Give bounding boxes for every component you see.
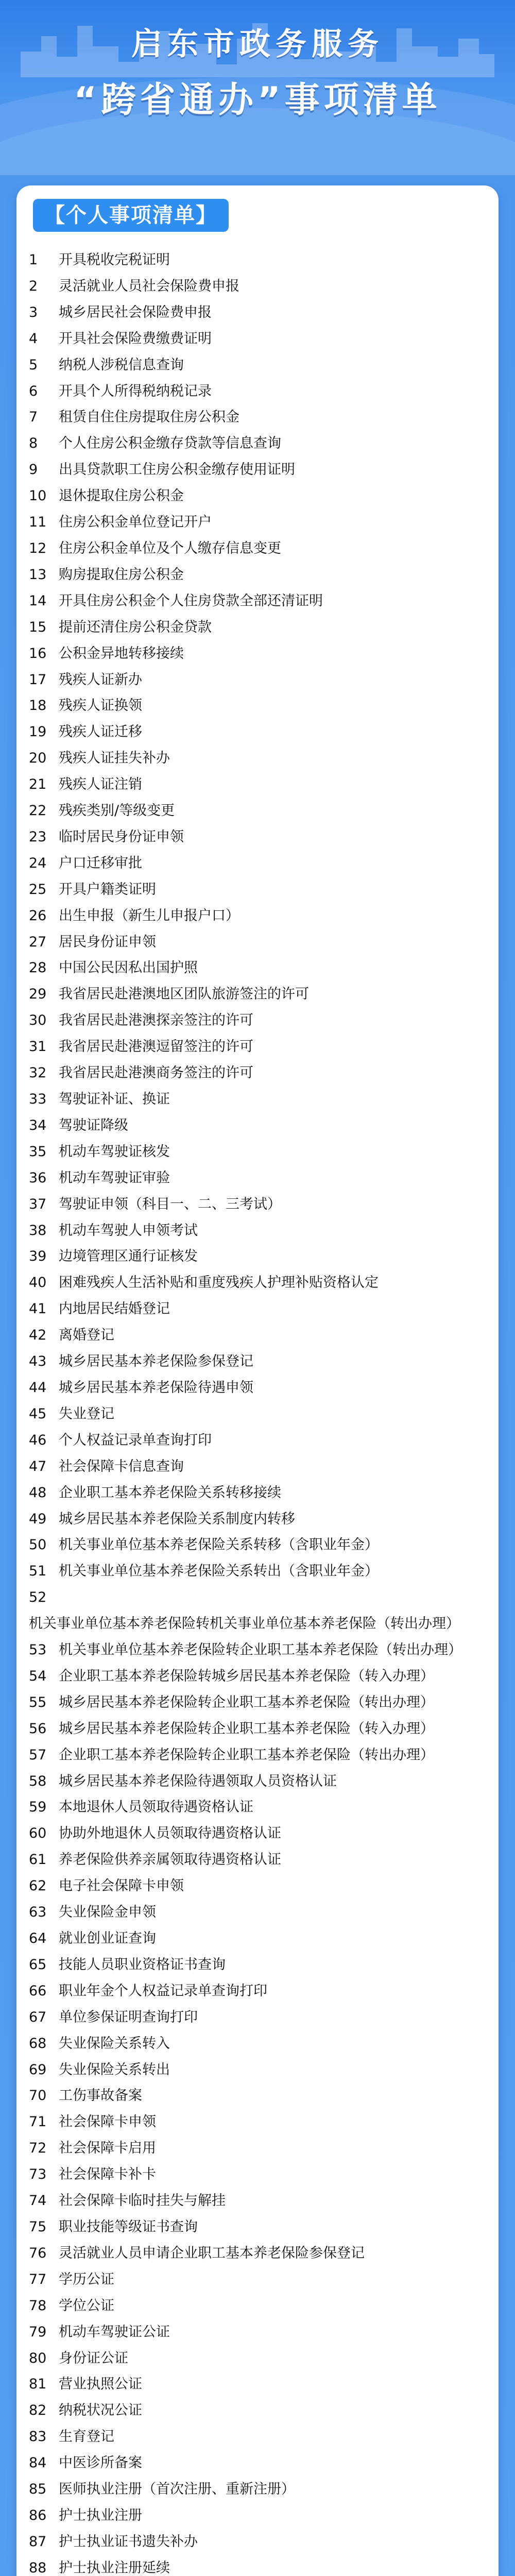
page-title-line2: “跨省通办”事项清单	[74, 80, 441, 121]
list-item-number: 15	[29, 619, 47, 635]
list-item	[29, 2083, 487, 2109]
list-item-label: 协助外地退休人员领取待遇资格认证	[59, 1825, 281, 1842]
list-item-number: 32	[29, 1065, 47, 1081]
list-item	[29, 1060, 487, 1087]
list-item	[29, 1428, 487, 1454]
list-item-number: 74	[29, 2193, 47, 2209]
list-item-label: 企业职工基本养老保险转城乡居民基本养老保险（转入办理）	[59, 1668, 434, 1684]
list-item-number: 19	[29, 724, 47, 740]
list-item	[29, 1900, 487, 1926]
list-item-label: 护士执业注册延续	[59, 2560, 170, 2576]
list-item-number: 20	[29, 750, 47, 767]
list-item-number: 68	[29, 2035, 47, 2052]
list-item-label: 生育登记	[59, 2429, 114, 2445]
list-item-label: 失业保险关系转出	[59, 2061, 170, 2078]
list-item	[29, 1506, 487, 1533]
list-item-number: 33	[29, 1091, 47, 1107]
list-item-number: 26	[29, 907, 47, 924]
list-item-number: 51	[29, 1563, 47, 1580]
list-item-number: 13	[29, 566, 47, 583]
list-item-number: 53	[29, 1642, 47, 1658]
list-item	[29, 1716, 487, 1742]
list-item	[29, 457, 487, 483]
list-item-label: 开具户籍类证明	[59, 881, 156, 897]
list-item-label: 机动车驾驶证核发	[59, 1143, 170, 1160]
list-item	[29, 1244, 487, 1270]
list-item	[29, 2293, 487, 2319]
list-item	[29, 1375, 487, 1401]
list-item-label: 纳税人涉税信息查询	[59, 357, 184, 373]
list-item-number: 40	[29, 1275, 47, 1291]
list-item-number: 62	[29, 1878, 47, 1894]
list-item	[29, 2057, 487, 2083]
list-item-label: 个人住房公积金缴存贷款等信息查询	[59, 435, 281, 452]
list-item-number: 86	[29, 2507, 47, 2523]
list-item	[29, 300, 487, 326]
list-item-number: 48	[29, 1484, 47, 1501]
list-item-number: 41	[29, 1301, 47, 1317]
list-item-number: 37	[29, 1196, 47, 1212]
list-item-number: 47	[29, 1458, 47, 1475]
list-item	[29, 483, 487, 510]
list-item-label: 开具个人所得税纳税记录	[59, 383, 212, 399]
list-item-label: 残疾类别/等级变更	[59, 803, 175, 819]
list-item	[29, 1585, 487, 1637]
list-item-number: 88	[29, 2560, 47, 2576]
list-item-label: 灵活就业人员社会保险费申报	[59, 278, 239, 294]
list-item-label: 退休提取住房公积金	[59, 488, 184, 504]
list-item-number: 54	[29, 1668, 47, 1684]
list-item-number: 81	[29, 2376, 47, 2393]
list-item-number: 1	[29, 252, 38, 268]
list-item-label: 开具社会保险费缴费证明	[59, 330, 212, 347]
list-item	[29, 1952, 487, 1978]
list-item-number: 3	[29, 304, 38, 320]
list-item-number: 36	[29, 1170, 47, 1186]
list-item-label: 身份证公证	[59, 2350, 128, 2366]
list-item-number: 17	[29, 671, 47, 688]
list-item	[29, 851, 487, 877]
list-item	[29, 798, 487, 824]
list-item-number: 31	[29, 1039, 47, 1055]
list-item-number: 44	[29, 1379, 47, 1396]
list-item-number: 55	[29, 1694, 47, 1710]
list-item-number: 30	[29, 1012, 47, 1029]
list-item-number: 60	[29, 1825, 47, 1842]
list-item-label: 我省居民赴港澳探亲签注的许可	[59, 1012, 253, 1029]
list-item-label: 居民身份证申领	[59, 934, 156, 950]
list-item	[29, 2398, 487, 2424]
list-item-label: 养老保险供养亲属领取待遇资格认证	[59, 1852, 281, 1868]
list-item-number: 84	[29, 2455, 47, 2471]
list-item	[29, 1218, 487, 1244]
list-item-number: 8	[29, 435, 38, 452]
list-item-label: 我省居民赴港澳商务签注的许可	[59, 1065, 253, 1081]
list-item	[29, 326, 487, 352]
list-item	[29, 745, 487, 772]
list-item	[29, 1139, 487, 1165]
list-item	[29, 2136, 487, 2162]
list-item-label: 城乡居民基本养老保险参保登记	[59, 1353, 253, 1370]
header	[0, 0, 515, 155]
list-item	[29, 1794, 487, 1821]
list-item-label: 公积金异地转移接续	[59, 645, 184, 662]
list-item-label: 住房公积金单位及个人缴存信息变更	[59, 540, 281, 556]
list-item-number: 64	[29, 1930, 47, 1946]
list-item-number: 39	[29, 1248, 47, 1265]
list-item-number: 5	[29, 357, 38, 373]
list-item-number: 52	[29, 1589, 47, 1606]
list-item	[29, 693, 487, 719]
list-item-number: 29	[29, 986, 47, 1003]
list-item	[29, 1664, 487, 1690]
list-item-label: 机关事业单位基本养老保险关系转出（含职业年金）	[59, 1563, 379, 1580]
list-item	[29, 2450, 487, 2477]
list-item-label: 纳税状况公证	[59, 2402, 142, 2419]
list-item-number: 42	[29, 1327, 47, 1344]
list-item-number: 57	[29, 1747, 47, 1763]
list-item	[29, 772, 487, 798]
list-item-number: 67	[29, 2009, 47, 2025]
section-badge: 【个人事项清单】	[33, 199, 229, 232]
list-item	[29, 1926, 487, 1952]
list-item-label: 残疾人证新办	[59, 671, 142, 688]
list-item-number: 80	[29, 2350, 47, 2366]
list-item	[29, 2477, 487, 2503]
list-item-label: 城乡居民基本养老保险待遇申领	[59, 1379, 253, 1396]
list-item-number: 75	[29, 2218, 47, 2235]
list-item-number: 76	[29, 2245, 47, 2261]
list-item-number: 27	[29, 934, 47, 950]
list-item-label: 我省居民赴港澳地区团队旅游签注的许可	[59, 986, 309, 1003]
list-item-label: 失业登记	[59, 1405, 114, 1422]
list-item-label: 护士执业注册	[59, 2507, 142, 2523]
list-item-number: 7	[29, 409, 38, 426]
list-item	[29, 1454, 487, 1480]
list-item	[29, 2214, 487, 2241]
list-item-label: 租赁自住住房提取住房公积金	[59, 409, 239, 426]
list-item-label: 户口迁移审批	[59, 855, 142, 871]
list-item	[29, 1008, 487, 1034]
list-item-number: 14	[29, 592, 47, 609]
list-item-label: 城乡居民基本养老保险转企业职工基本养老保险（转入办理）	[59, 1720, 434, 1737]
list-item-label: 企业职工基本养老保险关系转移接续	[59, 1484, 281, 1501]
list-item-label: 驾驶证降级	[59, 1117, 128, 1133]
list-item	[29, 1978, 487, 2005]
list-item-label: 购房提取住房公积金	[59, 566, 184, 583]
list-item-number: 21	[29, 776, 47, 793]
list-item-label: 残疾人证注销	[59, 776, 142, 793]
list-item-number: 10	[29, 488, 47, 504]
list-card	[16, 185, 499, 2576]
list-item	[29, 1192, 487, 1218]
list-item	[29, 510, 487, 536]
list-item	[29, 667, 487, 693]
list-item	[29, 719, 487, 745]
list-item-label: 机关事业单位基本养老保险转企业职工基本养老保险（转出办理）	[59, 1642, 462, 1658]
list-item-number: 82	[29, 2402, 47, 2419]
list-item-number: 83	[29, 2429, 47, 2445]
list-item	[29, 431, 487, 457]
list-item-number: 70	[29, 2088, 47, 2104]
list-item-number: 77	[29, 2271, 47, 2287]
list-item	[29, 2319, 487, 2346]
list-item	[29, 1087, 487, 1113]
list-item	[29, 1349, 487, 1375]
list-item-number: 11	[29, 514, 47, 531]
list-item	[29, 1323, 487, 1349]
list-item	[29, 562, 487, 588]
list-item	[29, 2109, 487, 2136]
list-item-number: 65	[29, 1956, 47, 1973]
list-item	[29, 824, 487, 851]
list-item-number: 2	[29, 278, 38, 294]
list-item	[29, 955, 487, 981]
list-item-number: 25	[29, 881, 47, 897]
list-item-number: 58	[29, 1773, 47, 1789]
list-item-label: 机关事业单位基本养老保险关系转移（含职业年金）	[59, 1537, 379, 1553]
list-item-label: 个人权益记录单查询打印	[59, 1432, 212, 1448]
list-item-label: 我省居民赴港澳逗留签注的许可	[59, 1039, 253, 1055]
list-item-label: 城乡居民社会保险费申报	[59, 304, 212, 320]
list-item-number: 87	[29, 2533, 47, 2550]
list-item	[29, 1637, 487, 1664]
page-title-line1: 启东市政务服务	[131, 26, 384, 62]
list-item-number: 56	[29, 1720, 47, 1737]
list-item-number: 79	[29, 2324, 47, 2340]
list-item	[29, 247, 487, 274]
list-item	[29, 536, 487, 562]
list-item	[29, 588, 487, 615]
list-item-label: 残疾人证换领	[59, 698, 142, 714]
list-item	[29, 2162, 487, 2188]
list-item	[29, 2267, 487, 2293]
list-item-label: 社会保障卡信息查询	[59, 1458, 184, 1475]
list-item-number: 45	[29, 1405, 47, 1422]
list-item-label: 营业执照公证	[59, 2376, 142, 2393]
list-item-label: 工伤事故备案	[59, 2088, 142, 2104]
list-item-label: 学位公证	[59, 2297, 114, 2314]
list-item-label: 开具税收完税证明	[59, 252, 170, 268]
list-item	[29, 2241, 487, 2267]
list-item-number: 69	[29, 2061, 47, 2078]
list-item-number: 34	[29, 1117, 47, 1133]
list-item-label: 电子社会保障卡申领	[59, 1878, 184, 1894]
list-item-label: 城乡居民基本养老保险转企业职工基本养老保险（转出办理）	[59, 1694, 434, 1710]
list-item	[29, 2005, 487, 2031]
list-item-label: 机动车驾驶证公证	[59, 2324, 170, 2340]
list-item-label: 学历公证	[59, 2271, 114, 2287]
list-item-number: 35	[29, 1143, 47, 1160]
list-item	[29, 1480, 487, 1506]
list-item	[29, 1113, 487, 1139]
list-item-label: 城乡居民基本养老保险待遇领取人员资格认证	[59, 1773, 337, 1789]
list-item-number: 72	[29, 2140, 47, 2157]
list-item	[29, 1165, 487, 1192]
list-item-label: 出生申报（新生儿申报户口）	[59, 907, 239, 924]
list-item-label: 社会保障卡启用	[59, 2140, 156, 2157]
list-item	[29, 877, 487, 903]
list-item	[29, 2031, 487, 2057]
list-item	[29, 1558, 487, 1585]
list-item-label: 残疾人证挂失补办	[59, 750, 170, 767]
list-item-number: 38	[29, 1222, 47, 1239]
list-item-label: 边境管理区通行证核发	[59, 1248, 198, 1265]
list-item-label: 失业保险金申领	[59, 1904, 156, 1921]
list-item-label: 临时居民身份证申领	[59, 828, 184, 845]
list-item	[29, 2346, 487, 2372]
list-item	[29, 929, 487, 956]
list-item-label: 职业年金个人权益记录单查询打印	[59, 1982, 267, 1999]
list-item	[29, 1769, 487, 1795]
list-item-number: 12	[29, 540, 47, 556]
list-item-number: 22	[29, 803, 47, 819]
list-item-number: 50	[29, 1537, 47, 1553]
list-item-number: 18	[29, 698, 47, 714]
list-item-label: 失业保险关系转入	[59, 2035, 170, 2052]
list-item-number: 28	[29, 960, 47, 976]
list-item	[29, 1532, 487, 1558]
list-item-label: 残疾人证迁移	[59, 724, 142, 740]
list-item	[29, 1821, 487, 1847]
list-item-label: 机关事业单位基本养老保险转机关事业单位基本养老保险（转出办理）	[29, 1616, 460, 1632]
list-item-label: 社会保障卡申领	[59, 2114, 156, 2130]
list-item-number: 66	[29, 1982, 47, 1999]
list-item-number: 24	[29, 855, 47, 871]
list-item-label: 社会保障卡临时挂失与解挂	[59, 2193, 226, 2209]
list-item-number: 78	[29, 2297, 47, 2314]
list-item-number: 6	[29, 383, 38, 399]
list-item-label: 灵活就业人员申请企业职工基本养老保险参保登记	[59, 2245, 365, 2261]
list-item-number: 46	[29, 1432, 47, 1448]
list-item-label: 内地居民结婚登记	[59, 1301, 170, 1317]
list-item-label: 技能人员职业资格证书查询	[59, 1956, 226, 1973]
list-item	[29, 2371, 487, 2398]
list-item	[29, 615, 487, 641]
list-item	[29, 1296, 487, 1323]
list-item-label: 单位参保证明查询打印	[59, 2009, 198, 2025]
list-item-label: 驾驶证补证、换证	[59, 1091, 170, 1107]
list-item	[29, 2503, 487, 2529]
list-item-label: 中国公民因私出国护照	[59, 960, 198, 976]
list-item-label: 就业创业证查询	[59, 1930, 156, 1946]
list-item	[29, 274, 487, 300]
list-item-number: 59	[29, 1799, 47, 1816]
list-item-label: 护士执业证书遗失补办	[59, 2533, 198, 2550]
list-item	[29, 2555, 487, 2576]
list-item-number: 73	[29, 2166, 47, 2183]
list-item-label: 医师执业注册（首次注册、重新注册）	[59, 2481, 295, 2498]
list-item	[29, 903, 487, 929]
list-item	[29, 1401, 487, 1428]
list-item-number: 4	[29, 330, 38, 347]
list-item-label: 提前还清住房公积金贷款	[59, 619, 212, 635]
list-item-label: 离婚登记	[59, 1327, 114, 1344]
list-item-label: 出具贷款职工住房公积金缴存使用证明	[59, 462, 295, 478]
list-item	[29, 641, 487, 667]
list-item	[29, 1742, 487, 1769]
list-item-number: 43	[29, 1353, 47, 1370]
list-item-label: 机动车驾驶人申领考试	[59, 1222, 198, 1239]
list-item-label: 住房公积金单位登记开户	[59, 514, 212, 531]
list-item-label: 企业职工基本养老保险转企业职工基本养老保险（转出办理）	[59, 1747, 434, 1763]
list-item-number: 63	[29, 1904, 47, 1921]
list-item	[29, 2188, 487, 2214]
list-item-label: 困难残疾人生活补贴和重度残疾人护理补贴资格认定	[59, 1275, 379, 1291]
list-item	[29, 379, 487, 405]
list-item	[29, 981, 487, 1008]
list-item	[29, 2424, 487, 2450]
list-item	[29, 1270, 487, 1296]
list-item	[29, 2529, 487, 2555]
list-item	[29, 1847, 487, 1873]
list-item-label: 机动车驾驶证审验	[59, 1170, 170, 1186]
list-item-label: 城乡居民基本养老保险关系制度内转移	[59, 1511, 295, 1527]
list-item-label: 开具住房公积金个人住房贷款全部还清证明	[59, 592, 323, 609]
list-item-number: 85	[29, 2481, 47, 2498]
list-item-label: 本地退休人员领取待遇资格认证	[59, 1799, 253, 1816]
list-item-number: 9	[29, 462, 38, 478]
list-item	[29, 1034, 487, 1060]
list-item-number: 16	[29, 645, 47, 662]
list-item-number: 61	[29, 1852, 47, 1868]
list-item	[29, 404, 487, 431]
list-item	[29, 1690, 487, 1716]
list-item-label: 中医诊所备案	[59, 2455, 142, 2471]
list-item-label: 驾驶证申领（科目一、二、三考试）	[59, 1196, 281, 1212]
list-item-number: 23	[29, 828, 47, 845]
list-item	[29, 1873, 487, 1900]
list-item-number: 71	[29, 2114, 47, 2130]
list-item-number: 49	[29, 1511, 47, 1527]
item-list	[29, 247, 487, 2576]
list-item-label: 社会保障卡补卡	[59, 2166, 156, 2183]
list-item-label: 职业技能等级证书查询	[59, 2218, 198, 2235]
list-item	[29, 352, 487, 379]
